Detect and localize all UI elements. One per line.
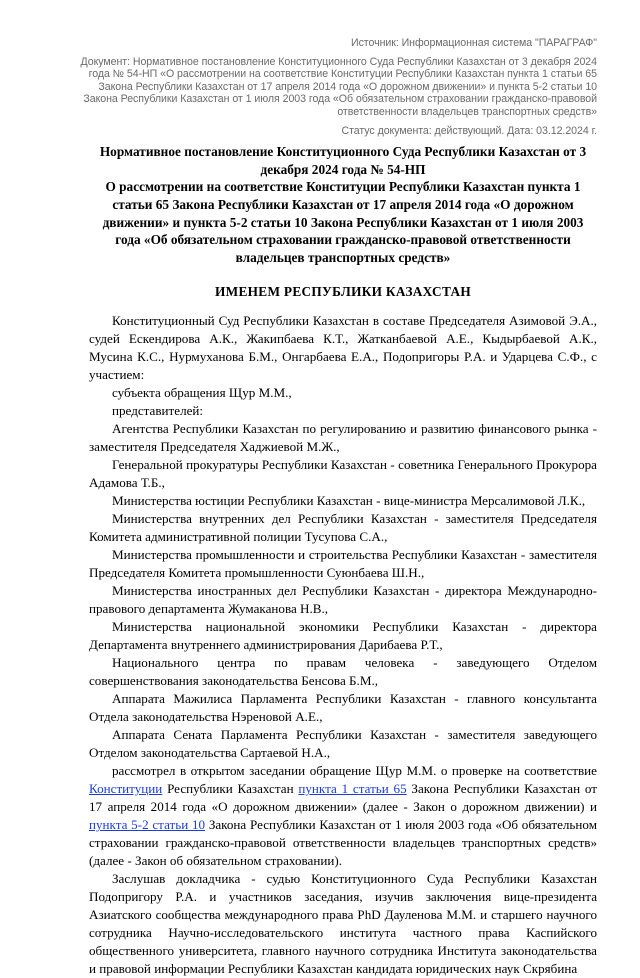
source-line: Источник: Информационная система "ПАРАГРАФ" <box>351 37 597 49</box>
paragraph-participant: Национального центра по правам человека - заведующего Отделом совершенствования законодательства Бенсова Б.М., <box>89 655 597 689</box>
review-text-4: Закона Республики Казахстан от 1 июля 2003 года «Об обязательном страховании гражданско-правовой ответственности владельцев транспортных средств» (далее - Закон об обязательном страховании). <box>89 817 597 869</box>
paragraph-participant: Министерства национальной экономики Республики Казахстан - директора Департамента внутреннего администрирования Дарибаева Р.Т., <box>89 619 597 653</box>
paragraph-subject: субъекта обращения Щур М.М., <box>112 385 292 401</box>
document-info-text: Документ: Нормативное постановление Конституционного Суда Республики Казахстан от 3 декабря 2024 года № 54-НП «О рассмотрении на соответствие Конституции Республики Казахстан пункта 1 статьи 65 Закона Республики Казахстан от 17 апреля 2014 года «О дорожном движении» и пункта 5-2 статьи 10 Закона Республики Казахстан от 1 июля 2003 года «Об обязательном страховании гражданско-правовой ответственности владельцев транспортных средств» <box>80 55 597 118</box>
paragraph-participant: Аппарата Сената Парламента Республики Казахстан - заместителя заведующего Отделом законодательства Сартаевой Н.А., <box>89 727 597 761</box>
paragraph-representatives: представителей: <box>112 403 204 419</box>
link-article-65[interactable]: пункта 1 статьи 65 <box>298 781 407 797</box>
document-info <box>80 55 597 119</box>
title-line-1: Нормативное постановление Конституционного Суда Республики Казахстан от 3 декабря 2024 года № 54-НП <box>99 144 587 177</box>
document-page <box>80 0 597 978</box>
paragraph-hearing: Заслушав докладчика - судью Конституционного Суда Республики Казахстан Подопригору Р.А. и участников заседания, изучив заключения вице-президента Азиатского сообщества международного права PhD Дауленова М.М. и старшего научного сотрудника Научно-исследовательского института частного права Каспийского общественного университета, главного научного сотрудника Института законодательства и правовой информации Республики Казахстан кандидата юридических наук Скрябина <box>89 871 597 977</box>
paragraph-review <box>89 762 597 870</box>
paragraph-participant: Министерства иностранных дел Республики Казахстан - директора Международно-правового департамента Жумаканова Н.В., <box>89 583 597 617</box>
link-article-10[interactable]: пункта 5-2 статьи 10 <box>89 817 206 833</box>
paragraph-composition: Конституционный Суд Республики Казахстан в составе Председателя Азимовой Э.А., судей Ескендирова А.К., Жакипбаева К.Т., Жатканбаевой А.Е., Кыдырбаевой А.К., Мусина К.С., Нурмуханова Б.М., Онгарбаева Е.А., Подопригоры Р.А. и Ударцева С.Ф., с участием: <box>89 313 597 383</box>
paragraph-participant: Министерства промышленности и строительства Республики Казахстан - заместителя Председателя Комитета промышленности Суюнбаева Ш.Н., <box>89 547 597 581</box>
link-constitution[interactable]: Конституции <box>89 781 163 797</box>
spacer <box>89 266 597 283</box>
paragraph-participant: Генеральной прокуратуры Республики Казахстан - советника Генерального Прокурора Адамова Т.Б., <box>89 457 597 491</box>
paragraph-participant: Министерства юстиции Республики Казахстан - вице-министра Мерсалимовой Л.К., <box>112 493 586 509</box>
document-body <box>89 312 597 978</box>
review-text-1: рассмотрел в открытом заседании обращение Щур М.М. о проверке на соответствие <box>112 763 597 779</box>
review-text-2: Республики Казахстан <box>162 781 299 797</box>
review-text-3: Закона Республики Казахстан от 17 апреля 2014 года «О дорожном движении» (далее - Закон о дорожном движении) и <box>89 781 597 815</box>
paragraph-participant: Аппарата Мажилиса Парламента Республики Казахстан - главного консультанта Отдела законодательства Нэреновой А.Е., <box>89 691 597 725</box>
section-heading: ИМЕНЕМ РЕСПУБЛИКИ КАЗАХСТАН <box>214 284 472 300</box>
title-line-2: О рассмотрении на соответствие Конституции Республики Казахстан пункта 1 статьи 65 Закона Республики Казахстан от 17 апреля 2014 года «О дорожном движении» и пункта 5-2 статьи 10 Закона Республики Казахстан от 1 июля 2003 года «Об обязательном страховании гражданско-правовой ответственности владельцев транспортных средств» <box>102 179 584 265</box>
paragraph-participant: Агентства Республики Казахстан по регулированию и развитию финансового рынка - заместителя Председателя Хаджиевой М.Ж., <box>89 421 597 455</box>
paragraph-participant: Министерства внутренних дел Республики Казахстан - заместителя Председателя Комитета административной полиции Тусупова С.А., <box>89 511 597 545</box>
document-status: Статус документа: действующий. Дата: 03.12.2024 г. <box>341 124 597 137</box>
document-title <box>99 143 587 266</box>
